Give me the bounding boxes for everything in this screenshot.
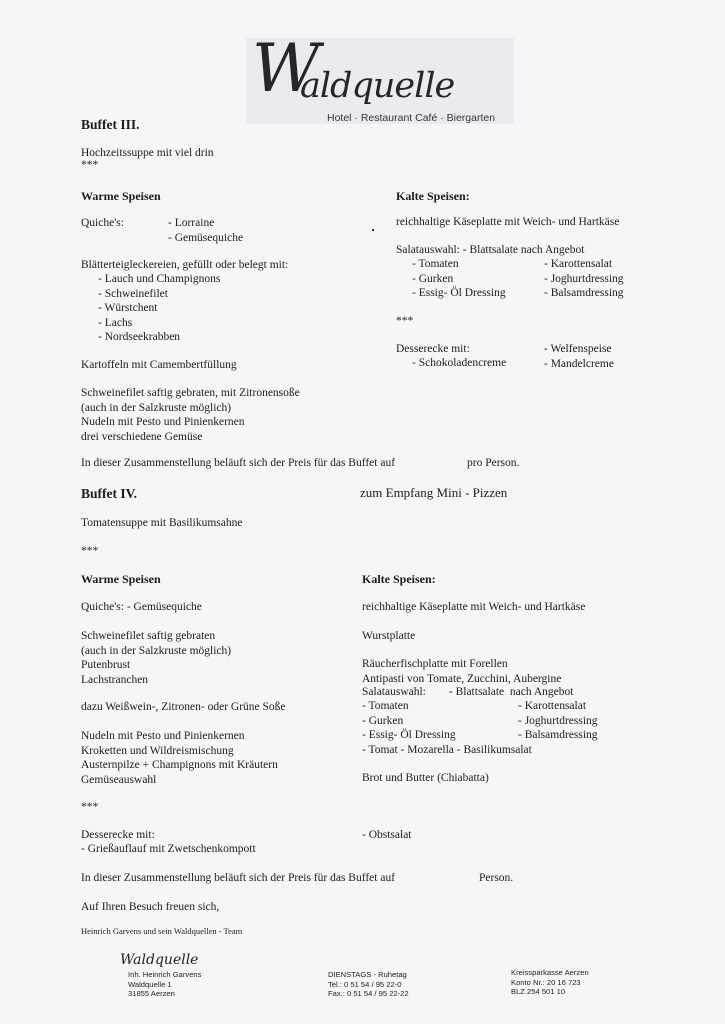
stray-dot (372, 229, 374, 231)
footer-logo: Waldquelle (120, 952, 199, 968)
footer-line: Fax.: 0 51 54 / 95 22-22 (328, 989, 409, 998)
buffet3-dessert-intro: Desserecke mit: (396, 343, 470, 355)
list-item: - Gurken (412, 272, 454, 285)
list-item: - Würstchent (98, 302, 158, 314)
list-item: - Tomat - Mozarella - Basilikumsalat (362, 743, 532, 756)
footer-line: Waldquelle 1 (128, 979, 172, 989)
list-item: - Tomaten (412, 258, 459, 270)
list-item: (auch in der Salzkruste möglich) (81, 401, 232, 414)
buffet3-puff-intro: Blätterteigleckereien, gefüllt oder belegt mit: (81, 259, 289, 271)
buffet4-cold-heading: Kalte Speisen: (362, 572, 436, 586)
buffet4-mains (81, 629, 231, 687)
logo-subtitle: Hotel · Restaurant Café · Biergarten (327, 112, 496, 124)
buffet3-salad-left (412, 257, 506, 301)
buffet3-cold-separator: *** (396, 315, 414, 327)
list-item: - Nordseekrabben (98, 331, 181, 343)
list-item: Antipasti von Tomate, Zucchini, Aubergine (362, 672, 562, 685)
list-item: Gemüseauswahl (81, 773, 157, 786)
buffet4-salad-left (362, 699, 532, 757)
buffet4-sides (81, 729, 278, 787)
buffet3-dessert-left: - Schokoladencreme (412, 357, 507, 369)
list-item: - Gurken (362, 714, 404, 727)
footer-line: DIENSTAGS - Ruhetag (328, 970, 407, 979)
footer-line: Inh. Heinrich Garvens (128, 970, 202, 979)
list-item: Putenbrust (81, 659, 131, 671)
buffet3-salad-right (544, 257, 624, 301)
buffet4-separator-2: *** (81, 801, 99, 813)
buffet3-salad-intro: Salatauswahl: - Blattsalate nach Angebot (396, 244, 585, 256)
list-item: - Lorraine (168, 217, 215, 229)
buffet3-quiche-list (168, 216, 243, 245)
buffet3-puff-list (98, 272, 220, 345)
list-item: (auch in der Salzkruste möglich) (81, 644, 232, 657)
footer-owner (128, 970, 201, 999)
list-item: - Schweinefilet (98, 287, 168, 300)
buffet4-dessert-intro: Desserecke mit: (81, 829, 155, 841)
buffet4-reception: zum Empfang Mini - Pizzen (360, 485, 508, 500)
list-item: - Karottensalat (544, 258, 613, 270)
list-item: Nudeln mit Pesto und Pinienkernen (81, 416, 245, 428)
list-item: drei verschiedene Gemüse (81, 430, 203, 443)
buffet4-soup: Tomatensuppe mit Basilikumsahne (81, 517, 243, 529)
list-item: - Joghurtdressing (518, 714, 598, 727)
buffet3-title: Buffet III. (81, 117, 140, 132)
list-item: Schweinefilet saftig gebraten, mit Zitronensoße (81, 387, 300, 399)
buffet3-price-suffix: pro Person. (467, 457, 520, 469)
list-item: Austernpilze + Champignons mit Kräutern (81, 759, 278, 771)
list-item: - Karottensalat (518, 700, 587, 712)
list-item: Schweinefilet saftig gebraten (81, 630, 216, 642)
list-item: Lachstranchen (81, 673, 149, 686)
list-item: - Lauch und Champignons (98, 273, 221, 285)
footer-line: 31855 Aerzen (128, 989, 175, 998)
list-item: - Tomaten (362, 700, 409, 712)
buffet4-price-text: In dieser Zusammenstellung beläuft sich der Preis für das Buffet auf (81, 872, 396, 884)
logo-wordmark: aldquelle (300, 66, 455, 106)
buffet4-bread: Brot und Butter (Chiabatta) (362, 772, 489, 784)
buffet4-quiche: Quiche's: - Gemüsequiche (81, 601, 202, 613)
footer-line: Tel.: 0 51 54 / 95 22-0 (328, 979, 402, 989)
buffet3-soup: Hochzeitssuppe mit viel drin (81, 147, 214, 159)
buffet3-warm-heading: Warme Speisen (81, 189, 161, 203)
buffet3-mains (81, 386, 300, 444)
list-item: Nudeln mit Pesto und Pinienkernen (81, 730, 245, 742)
footer-line: Kreissparkasse Aerzen (511, 968, 589, 977)
list-item: - Balsamdressing (544, 287, 624, 299)
list-item: - Balsamdressing (518, 729, 598, 741)
buffet4-sauce: dazu Weißwein-, Zitronen- oder Grüne Soße (81, 701, 286, 713)
buffet3-cold-heading: Kalte Speisen: (396, 189, 470, 203)
list-item: Kroketten und Wildreismischung (81, 744, 234, 757)
signature: Heinrich Garvens und sein Waldquellen - Team (81, 926, 243, 936)
buffet4-dessert-item: - Grießauflauf mit Zwetschenkompott (81, 843, 256, 855)
list-item: - Mandelcreme (544, 357, 614, 370)
buffet3-price-text: In dieser Zusammenstellung beläuft sich der Preis für das Buffet auf (81, 457, 396, 469)
list-item: Räucherfischplatte mit Forellen (362, 658, 508, 670)
buffet3-dessert-right (544, 342, 614, 371)
buffet4-fruit: - Obstsalat (362, 829, 412, 841)
footer-contact (328, 970, 409, 999)
buffet4-separator: *** (81, 545, 99, 557)
footer-line: Konto Nr.: 20 16 723 (511, 977, 581, 987)
buffet4-title: Buffet IV. (81, 486, 138, 501)
buffet4-warm-heading: Warme Speisen (81, 572, 161, 586)
buffet3-separator: *** (81, 159, 99, 171)
closing-line: Auf Ihren Besuch freuen sich, (81, 901, 220, 913)
buffet4-salad-right (518, 699, 598, 743)
buffet3-potatoes: Kartoffeln mit Camembertfüllung (81, 359, 237, 371)
buffet3-quiche-label: Quiche's: (81, 217, 124, 229)
list-item: - Welfenspeise (544, 343, 612, 355)
footer-line: BLZ 254 501 10 (511, 987, 566, 996)
list-item: - Lachs (98, 316, 133, 329)
buffet4-price-suffix: Person. (479, 872, 514, 884)
list-item: - Essig- Öl Dressing (362, 729, 456, 741)
buffet3-cheese: reichhaltige Käseplatte mit Weich- und Hartkäse (396, 216, 620, 228)
list-item: - Essig- Öl Dressing (412, 287, 506, 299)
footer-bank (511, 968, 589, 997)
list-item: - Gemüsequiche (168, 231, 244, 244)
list-item: - Joghurtdressing (544, 272, 624, 285)
buffet4-fish (362, 657, 561, 686)
buffet4-cheese: reichhaltige Käseplatte mit Weich- und Hartkäse (362, 601, 586, 613)
logo-letter-w: W (252, 30, 317, 107)
buffet4-salad-intro: Salatauswahl: - Blattsalate nach Angebot (362, 686, 574, 698)
buffet4-sausage: Wurstplatte (362, 630, 416, 642)
